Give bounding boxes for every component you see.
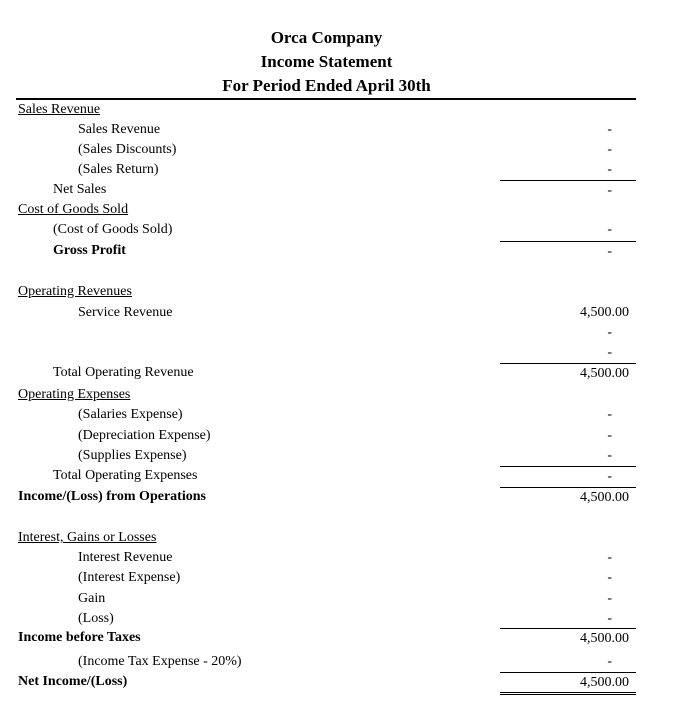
line-value: - xyxy=(607,448,612,463)
line-value: - xyxy=(607,345,612,360)
company-name: Orca Company xyxy=(270,28,383,47)
line-label: Income/(Loss) from Operations xyxy=(18,489,206,504)
row-total-operating-revenue xyxy=(0,363,677,383)
line-value: - xyxy=(607,428,612,443)
line-label: Total Operating Revenue xyxy=(53,365,194,380)
row-interest-expense xyxy=(0,568,677,588)
line-value: - xyxy=(607,325,612,340)
line-label: (Loss) xyxy=(78,611,114,626)
line-value: - xyxy=(607,142,612,157)
row-gross-profit xyxy=(0,241,677,261)
line-value: - xyxy=(607,591,612,606)
row-blank-revenue-2 xyxy=(0,343,677,363)
statement-period: For Period Ended April 30th xyxy=(222,76,431,95)
line-label: (Depreciation Expense) xyxy=(78,428,211,443)
row-blank-revenue-1 xyxy=(0,323,677,343)
row-interest-revenue xyxy=(0,548,677,568)
line-label: (Sales Discounts) xyxy=(78,142,177,157)
section-heading: Operating Expenses xyxy=(18,387,131,402)
line-value: - xyxy=(607,570,612,585)
line-value: 4,500.00 xyxy=(580,305,629,320)
row-gain xyxy=(0,589,677,609)
line-label: (Income Tax Expense - 20%) xyxy=(78,654,242,669)
row-sales-return xyxy=(0,160,677,180)
line-label: (Sales Return) xyxy=(78,162,159,177)
row-net-sales xyxy=(0,180,677,200)
line-label: (Interest Expense) xyxy=(78,570,181,585)
section-heading: Cost of Goods Sold xyxy=(18,202,129,217)
row-operating-revenues-heading xyxy=(0,282,677,302)
row-income-before-taxes xyxy=(0,628,677,648)
row-operating-expenses-heading xyxy=(0,385,677,405)
line-value: - xyxy=(607,122,612,137)
line-value: 4,500.00 xyxy=(500,487,636,507)
row-sales-revenue xyxy=(0,120,677,140)
line-value: - xyxy=(607,611,612,626)
row-sales-discounts xyxy=(0,140,677,160)
line-label: Interest Revenue xyxy=(78,550,173,565)
line-label: Total Operating Expenses xyxy=(53,468,198,483)
statement-title: Income Statement xyxy=(260,52,393,71)
row-cogs-heading xyxy=(0,200,677,220)
line-label: Net Sales xyxy=(53,182,107,197)
line-value: - xyxy=(607,162,612,177)
section-heading: Interest, Gains or Losses xyxy=(18,530,157,545)
line-value: - xyxy=(500,241,636,261)
row-salaries-expense xyxy=(0,405,677,425)
line-label: Gain xyxy=(78,591,106,606)
line-label: (Salaries Expense) xyxy=(78,407,183,422)
row-cost-of-goods-sold xyxy=(0,220,677,240)
line-label: Sales Revenue xyxy=(78,122,161,137)
row-total-operating-expenses xyxy=(0,466,677,486)
line-value: - xyxy=(500,466,636,486)
line-value: - xyxy=(607,407,612,422)
section-heading: Sales Revenue xyxy=(18,102,101,117)
row-depreciation-expense xyxy=(0,426,677,446)
line-value: 4,500.00 xyxy=(500,672,636,695)
row-income-from-operations xyxy=(0,487,677,507)
row-service-revenue xyxy=(0,303,677,323)
row-supplies-expense xyxy=(0,446,677,466)
row-sales-revenue-heading xyxy=(0,100,677,120)
line-value: - xyxy=(607,654,612,669)
line-label: (Cost of Goods Sold) xyxy=(53,222,173,237)
line-value: - xyxy=(607,550,612,565)
line-label: Net Income/(Loss) xyxy=(18,674,128,689)
line-value: - xyxy=(607,222,612,237)
row-loss xyxy=(0,609,677,629)
line-value: 4,500.00 xyxy=(500,628,636,648)
line-label: Gross Profit xyxy=(53,243,126,258)
line-label: Income before Taxes xyxy=(18,630,141,645)
row-interest-gains-losses-heading xyxy=(0,528,677,548)
line-label: (Supplies Expense) xyxy=(78,448,187,463)
line-label: Service Revenue xyxy=(78,305,173,320)
row-income-tax-expense xyxy=(0,652,677,672)
row-net-income xyxy=(0,672,677,692)
section-heading: Operating Revenues xyxy=(18,284,132,299)
line-value: 4,500.00 xyxy=(500,363,636,383)
line-value: - xyxy=(500,180,636,200)
